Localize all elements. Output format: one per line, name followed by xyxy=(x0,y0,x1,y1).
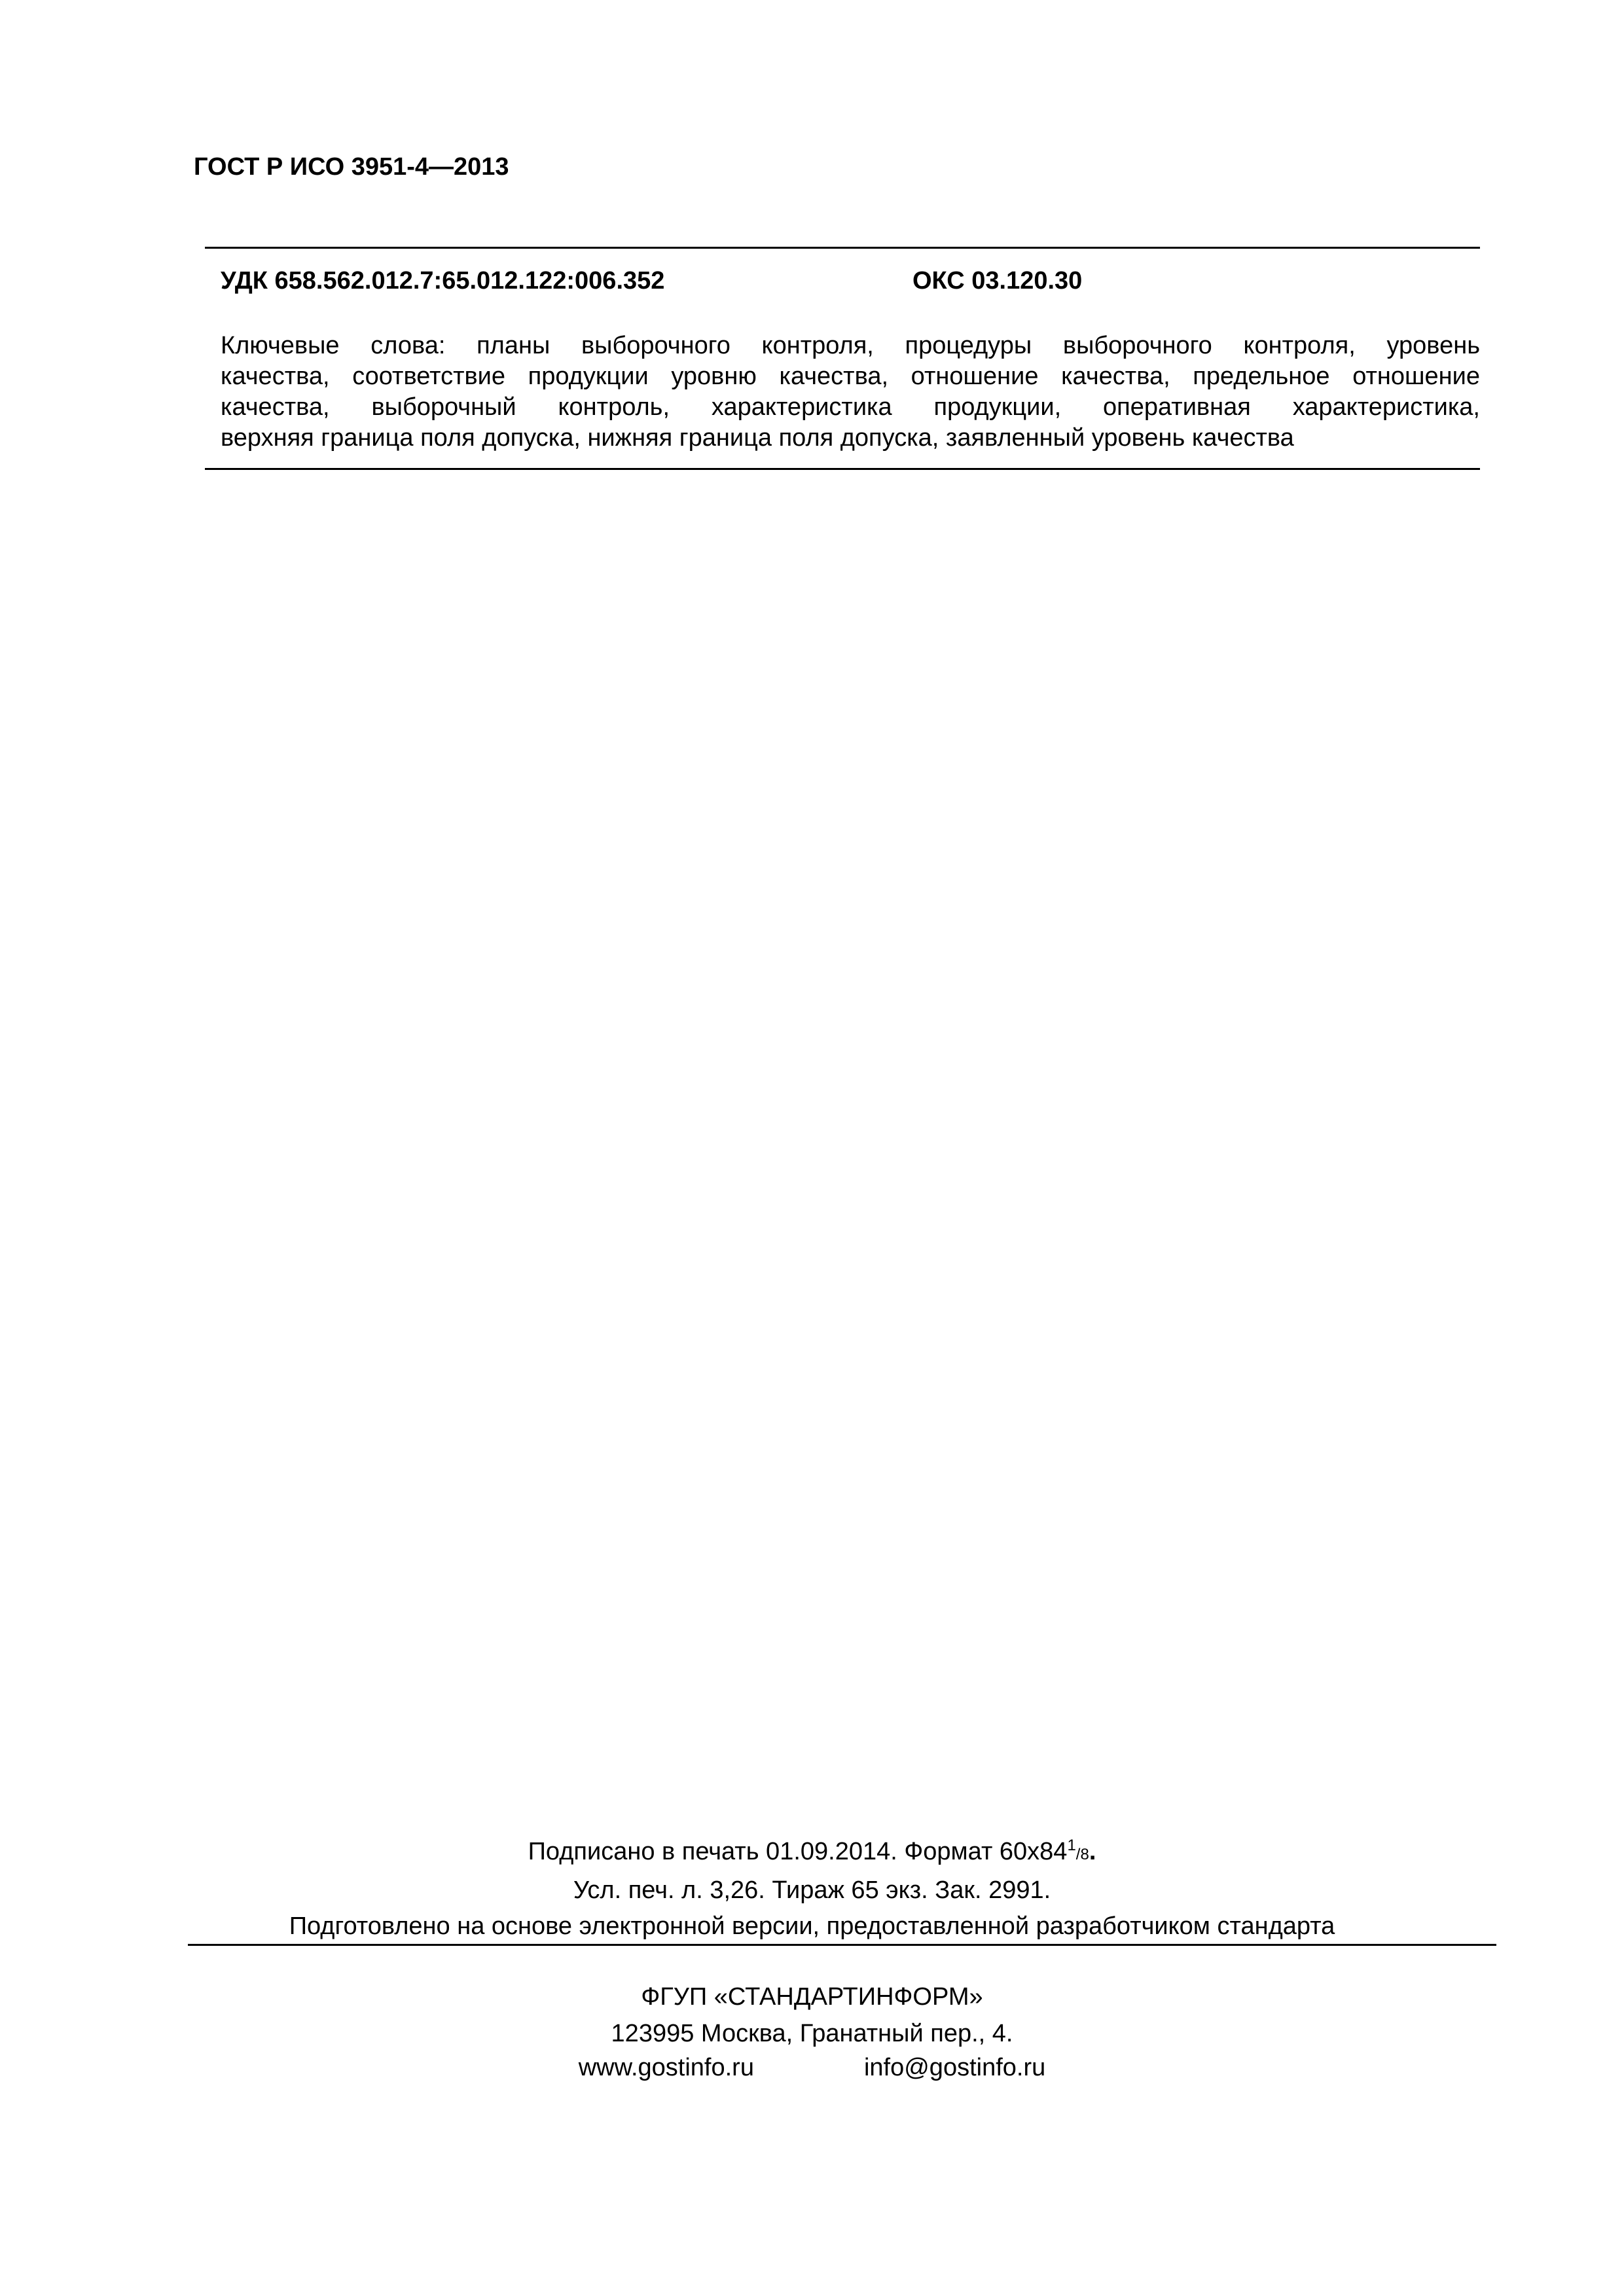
publisher-block xyxy=(0,1979,1624,2052)
imprint-block xyxy=(0,1834,1624,1945)
keywords-divider xyxy=(205,468,1480,470)
publisher-name: ФГУП «СТАНДАРТИНФОРМ» xyxy=(641,1983,983,2011)
keywords-line: качества, соответствие продукции уровню качества, отношение качества, предельное отношение xyxy=(221,363,1480,390)
email-link[interactable]: info@gostinfo.ru xyxy=(863,2054,1046,2081)
imprint-print-line: Усл. печ. л. 3,26. Тираж 65 экз. Зак. 2991. xyxy=(573,1876,1051,1904)
imprint-prepared-line: Подготовлено на основе электронной версии, предоставленной разработчиком стандарта xyxy=(289,1912,1335,1940)
keywords-line: верхняя граница поля допуска, нижняя граница поля допуска, заявленный уровень качества xyxy=(221,424,1294,452)
imprint-signed-line xyxy=(0,1834,1624,1873)
publisher-address: 123995 Москва, Гранатный пер., 4. xyxy=(611,2020,1013,2047)
imprint-signed-text: Подписано в печать 01.09.2014. Формат 60x84 xyxy=(528,1838,1068,1865)
format-end: . xyxy=(1089,1838,1096,1865)
publisher-links xyxy=(0,2054,1624,2082)
website-link[interactable]: www.gostinfo.ru xyxy=(578,2054,754,2081)
format-denominator: /8 xyxy=(1075,1846,1089,1863)
top-divider xyxy=(205,247,1480,249)
keywords-line: Ключевые слова: планы выборочного контроля, процедуры выборочного контроля, уровень xyxy=(221,332,1480,359)
format-numerator: 1 xyxy=(1067,1837,1076,1854)
keywords-block xyxy=(221,331,1480,454)
keywords-line: качества, выборочный контроль, характеристика продукции, оперативная характеристика, xyxy=(221,393,1480,421)
imprint-divider xyxy=(188,1944,1496,1946)
oks-code: ОКС 03.120.30 xyxy=(912,267,1083,295)
document-code: ГОСТ Р ИСО 3951-4—2013 xyxy=(194,153,509,181)
udk-code: УДК 658.562.012.7:65.012.122:006.352 xyxy=(221,267,665,295)
